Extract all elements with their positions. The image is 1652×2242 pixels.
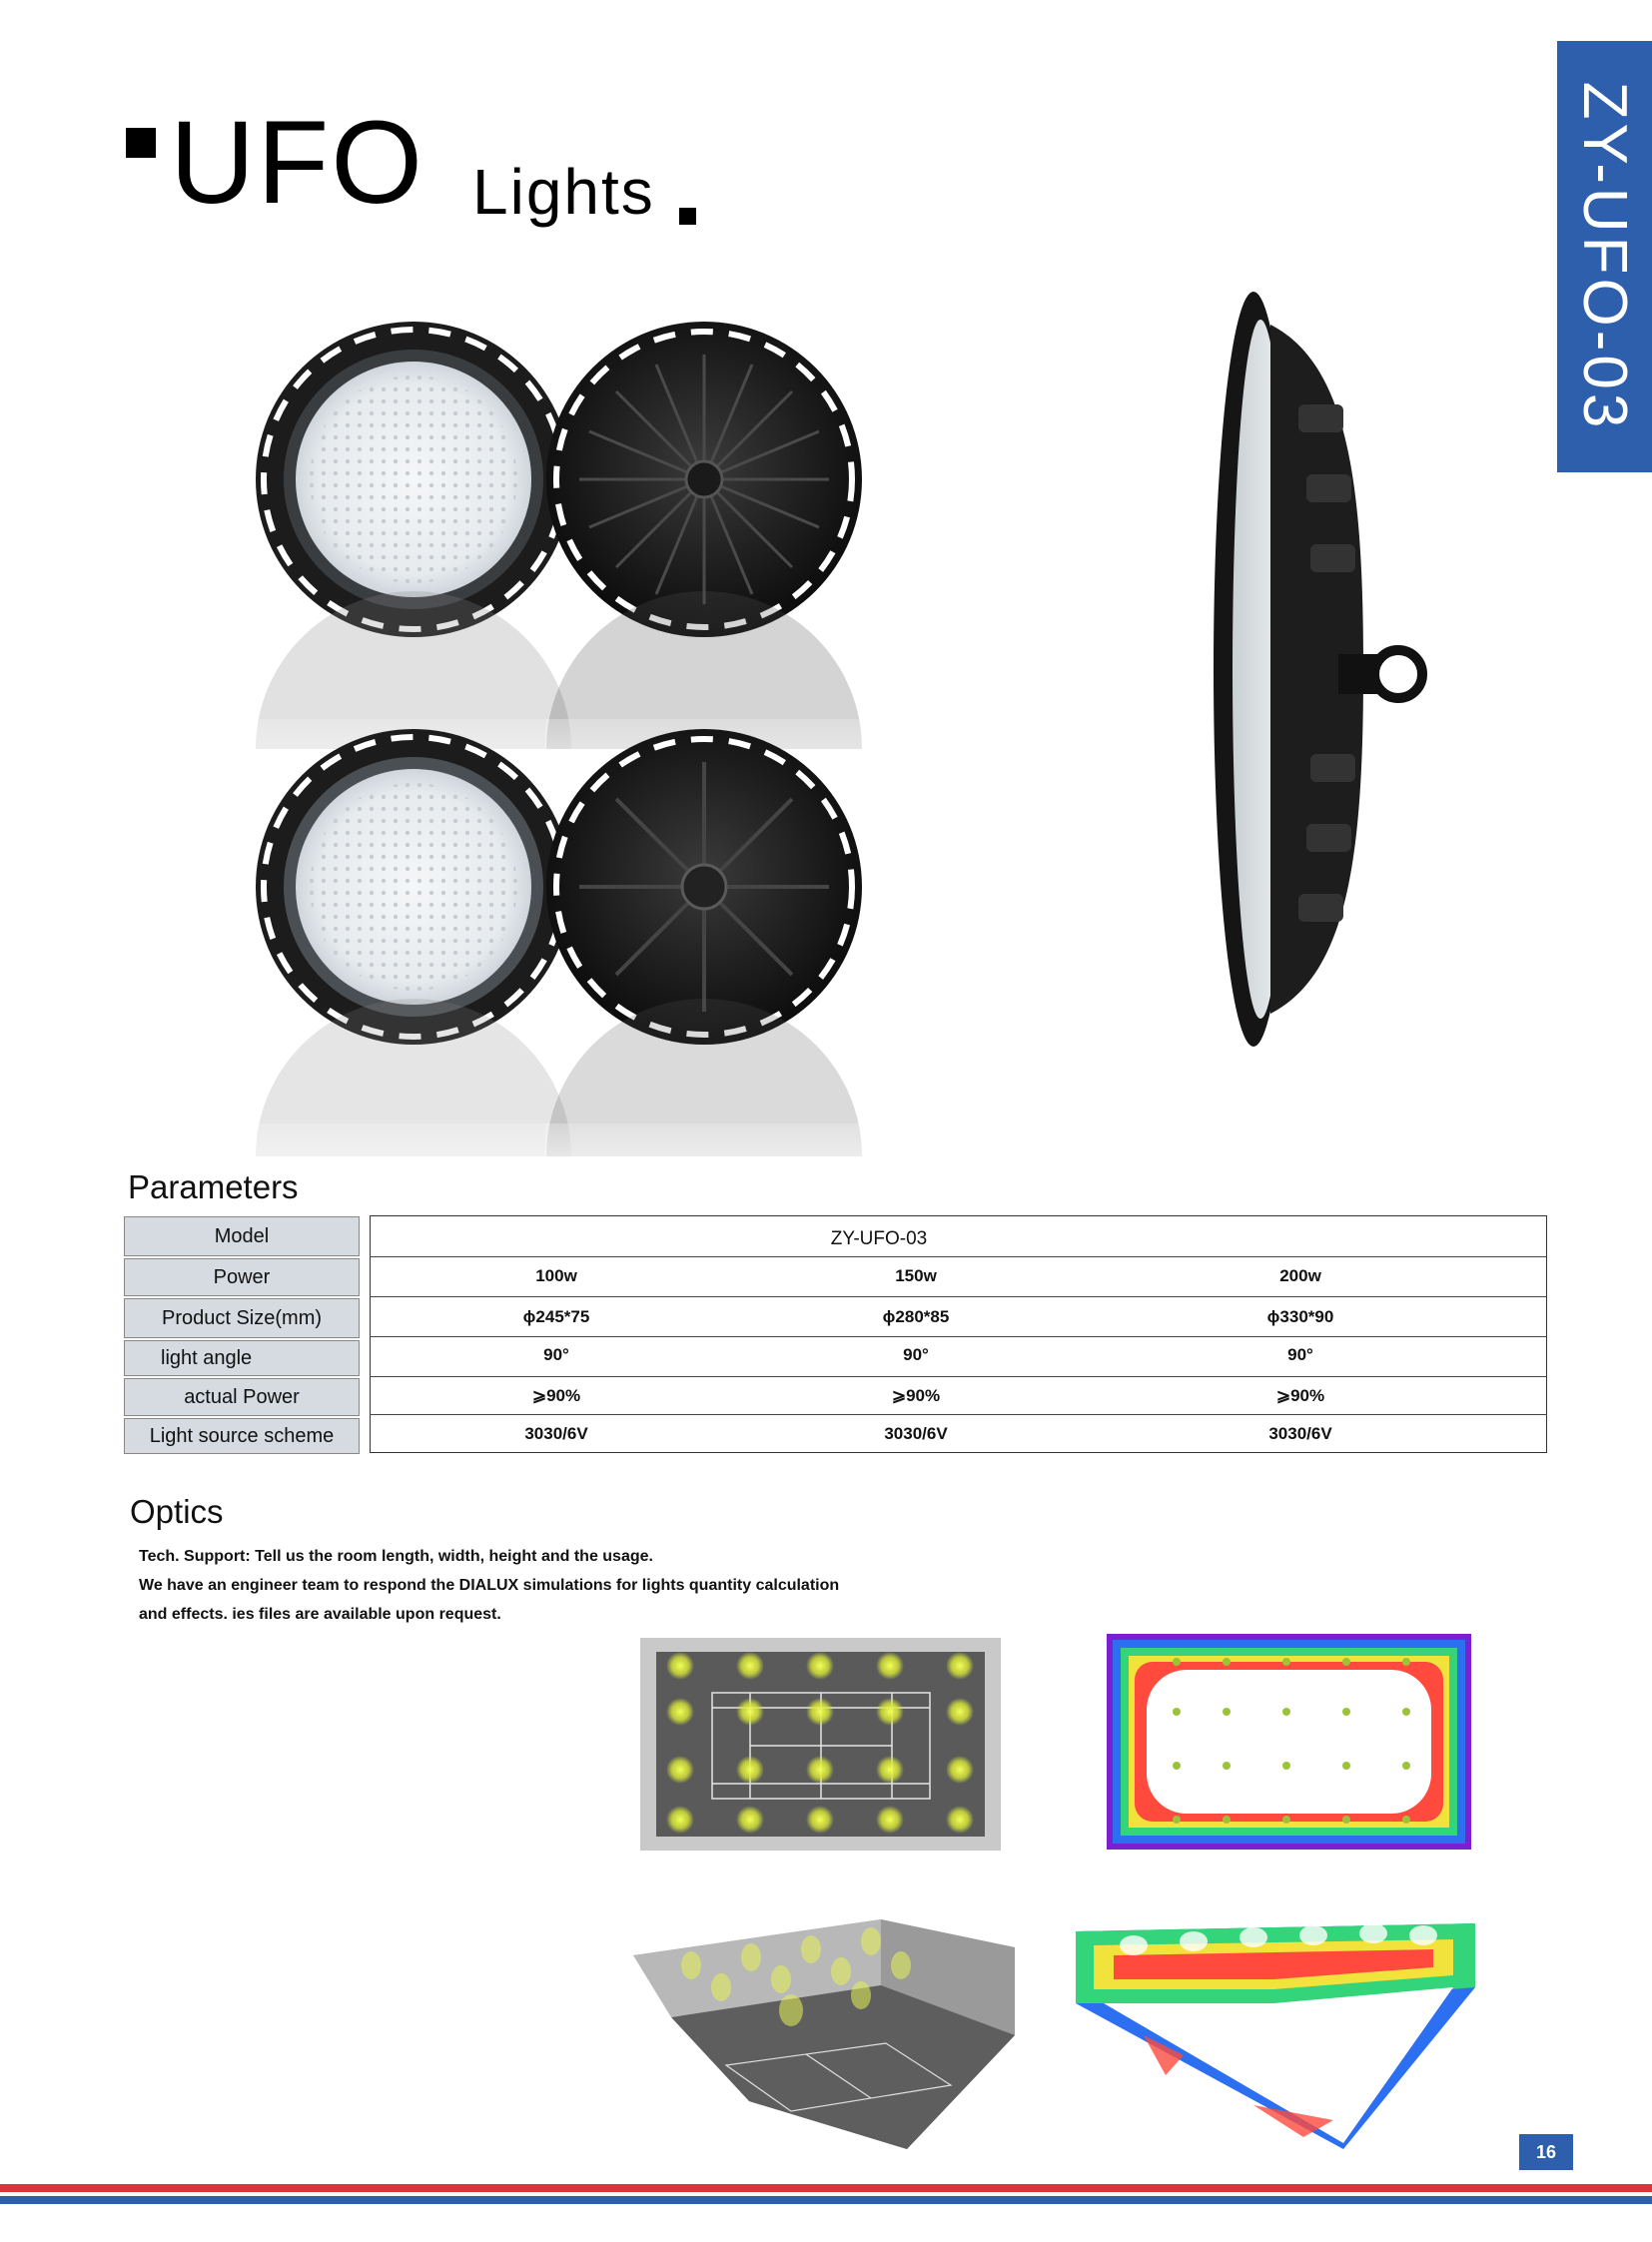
ufo-light-front-top xyxy=(256,322,571,637)
light-source-150w: 3030/6V xyxy=(884,1424,948,1443)
product-photo-side-profile xyxy=(1199,285,1438,1064)
page-title: UFO xyxy=(170,97,425,229)
dialux-top-view-court xyxy=(640,1638,1001,1851)
table-divider xyxy=(370,1296,1547,1297)
actual-power-200w: ⩾90% xyxy=(1275,1386,1325,1405)
light-source-100w: 3030/6V xyxy=(524,1424,588,1443)
angle-100w: 90° xyxy=(543,1345,569,1364)
page-number-badge xyxy=(1519,2134,1573,2170)
optics-text-line: Tech. Support: Tell us the room length, width, height and the usage. xyxy=(139,1548,653,1565)
param-label-power xyxy=(124,1258,360,1296)
param-label-light-source xyxy=(124,1418,360,1454)
parameters-table xyxy=(370,1215,1547,1453)
ufo-light-back-top xyxy=(546,322,862,637)
product-photos-front-back xyxy=(250,310,949,1208)
dialux-3d-room-gray xyxy=(631,1905,1017,2151)
power-200w: 200w xyxy=(1279,1266,1321,1285)
parameters-heading: Parameters xyxy=(128,1168,299,1205)
param-label-size xyxy=(124,1298,360,1338)
model-value: ZY-UFO-03 xyxy=(830,1228,928,1249)
optics-heading: Optics xyxy=(130,1493,224,1530)
power-150w: 150w xyxy=(895,1266,937,1285)
actual-power-100w: ⩾90% xyxy=(531,1386,581,1405)
title-dot-mark xyxy=(679,208,696,225)
model-side-tab xyxy=(1557,41,1652,472)
param-label-text: Product Size(mm) xyxy=(161,1306,323,1329)
size-150w: ϕ280*85 xyxy=(882,1307,950,1326)
ufo-light-back-bottom xyxy=(546,729,862,1045)
page-number: 16 xyxy=(1535,2141,1557,2162)
title-square-mark xyxy=(126,128,156,158)
actual-power-150w: ⩾90% xyxy=(891,1386,941,1405)
page-subtitle: Lights xyxy=(472,156,655,228)
param-label-text: light angle xyxy=(161,1346,253,1369)
dialux-false-color-top xyxy=(1107,1634,1471,1850)
size-100w: ϕ245*75 xyxy=(522,1307,590,1326)
table-divider xyxy=(370,1376,1547,1377)
power-100w: 100w xyxy=(535,1266,577,1285)
light-source-200w: 3030/6V xyxy=(1268,1424,1332,1443)
table-divider xyxy=(370,1336,1547,1337)
footer-stripe-blue xyxy=(0,2196,1652,2204)
param-label-text: Power xyxy=(213,1265,271,1288)
size-200w: ϕ330*90 xyxy=(1266,1307,1334,1326)
optics-text-line: and effects. ies files are available upon request. xyxy=(139,1606,501,1623)
optics-text-line: We have an engineer team to respond the DIALUX simulations for lights quantity calculation xyxy=(139,1577,840,1594)
table-divider xyxy=(370,1414,1547,1415)
angle-200w: 90° xyxy=(1287,1345,1313,1364)
param-label-text: Light source scheme xyxy=(149,1424,335,1447)
param-label-text: actual Power xyxy=(184,1385,300,1408)
dialux-3d-room-false-color xyxy=(1074,1905,1479,2151)
param-label-angle xyxy=(124,1340,360,1376)
ufo-light-front-bottom xyxy=(256,729,571,1045)
param-label-model xyxy=(124,1216,360,1256)
table-divider xyxy=(370,1256,1547,1257)
footer-stripe-red xyxy=(0,2184,1652,2192)
param-label-text: Model xyxy=(214,1224,270,1247)
angle-150w: 90° xyxy=(903,1345,929,1364)
param-label-actual-power xyxy=(124,1378,360,1416)
model-side-tab-label: ZY-UFO-03 xyxy=(1570,81,1640,432)
